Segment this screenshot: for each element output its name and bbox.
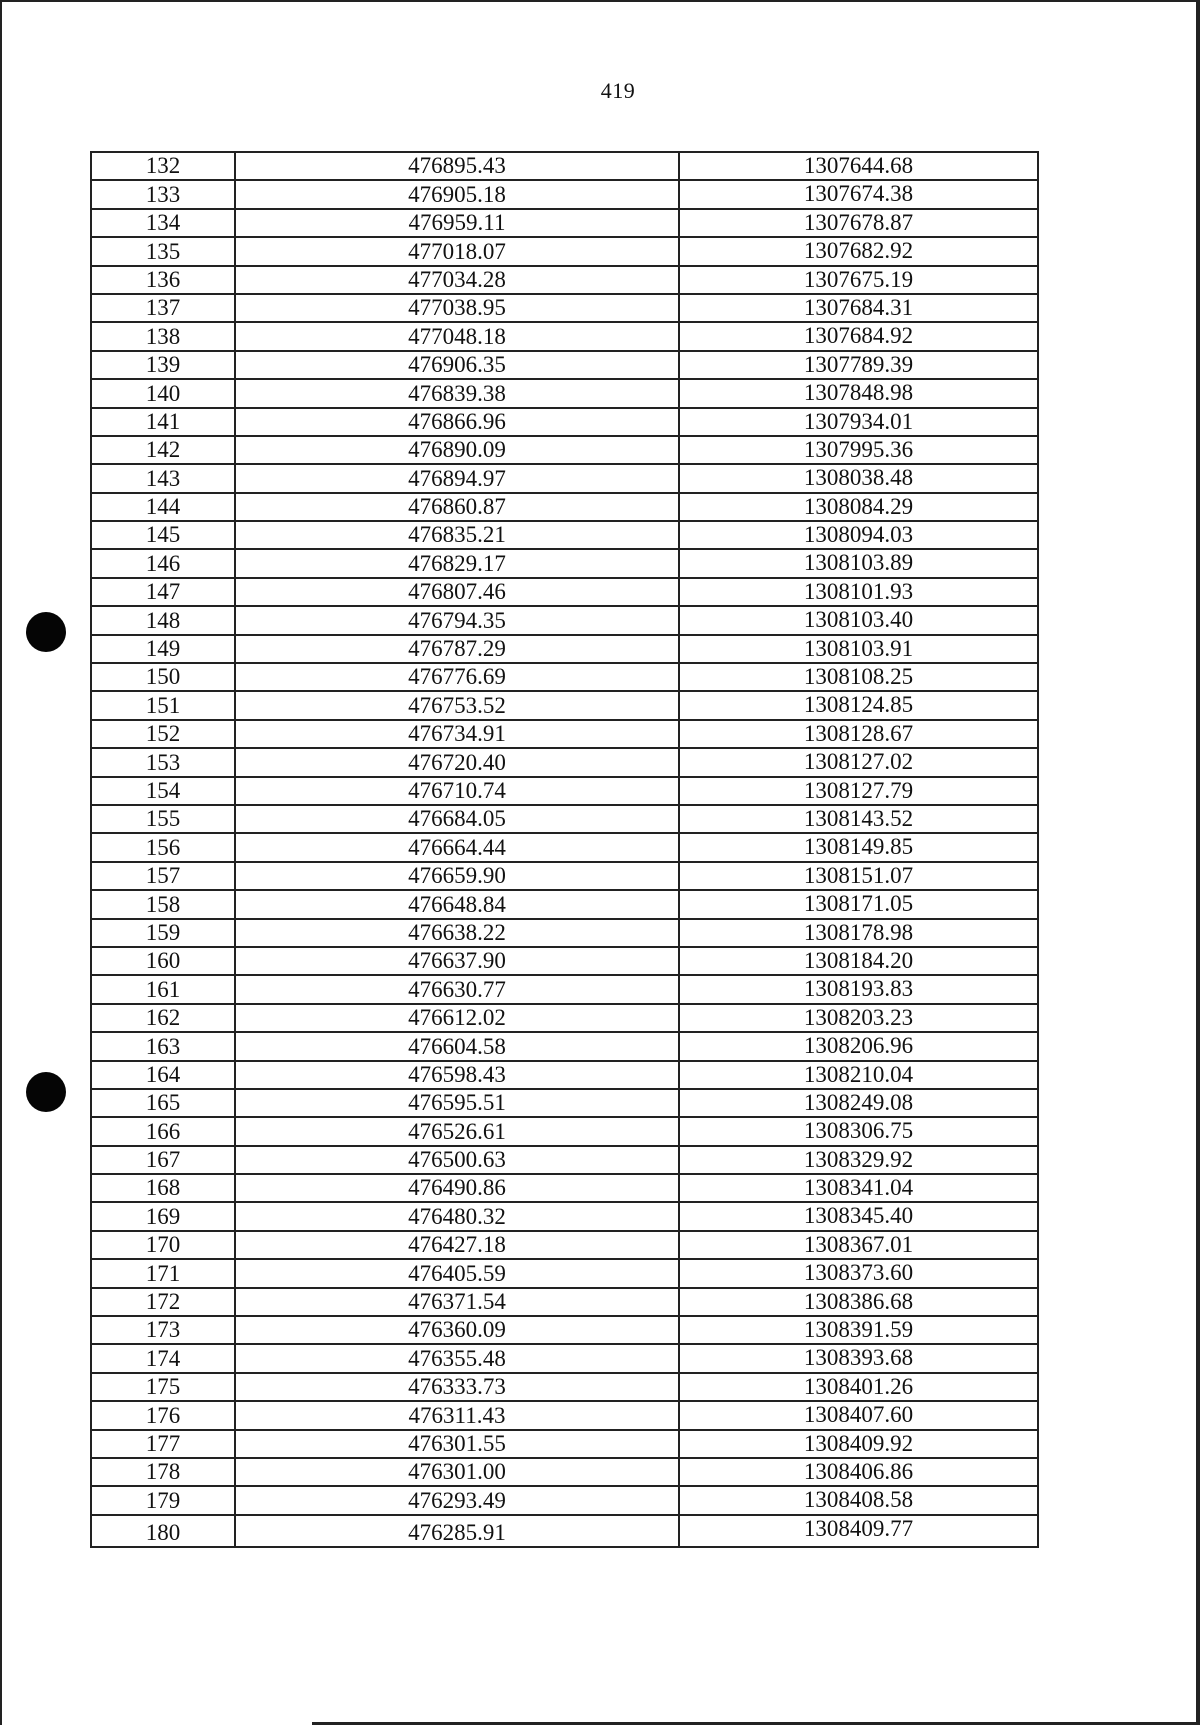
table-row <box>91 777 1038 805</box>
x-coordinate-cell: 476807.46 <box>235 578 679 606</box>
y-coordinate-cell: 1307674.38 <box>679 180 1038 208</box>
y-coordinate-cell: 1308203.23 <box>679 1004 1038 1032</box>
x-coordinate-cell: 476829.17 <box>235 549 679 577</box>
point-id-cell: 149 <box>91 635 235 663</box>
point-id-cell: 178 <box>91 1458 235 1486</box>
point-id-cell: 151 <box>91 691 235 719</box>
y-coordinate-cell: 1308178.98 <box>679 919 1038 947</box>
x-coordinate-cell: 477048.18 <box>235 322 679 350</box>
x-coordinate-cell: 476839.38 <box>235 379 679 407</box>
table-row <box>91 1089 1038 1117</box>
x-coordinate-cell: 476659.90 <box>235 862 679 890</box>
point-id-cell: 142 <box>91 436 235 464</box>
x-coordinate-cell: 476734.91 <box>235 720 679 748</box>
point-id-cell: 160 <box>91 947 235 975</box>
point-id-cell: 150 <box>91 663 235 691</box>
point-id-cell: 144 <box>91 493 235 521</box>
point-id-cell: 143 <box>91 464 235 492</box>
x-coordinate-cell: 476500.63 <box>235 1146 679 1174</box>
y-coordinate-cell: 1308373.60 <box>679 1259 1038 1287</box>
table-row <box>91 152 1038 180</box>
table-row <box>91 408 1038 436</box>
x-coordinate-cell: 476959.11 <box>235 209 679 237</box>
table-row <box>91 1004 1038 1032</box>
table-row <box>91 180 1038 208</box>
x-coordinate-cell: 476710.74 <box>235 777 679 805</box>
x-coordinate-cell: 476648.84 <box>235 890 679 918</box>
x-coordinate-cell: 476890.09 <box>235 436 679 464</box>
point-id-cell: 152 <box>91 720 235 748</box>
point-id-cell: 148 <box>91 606 235 634</box>
point-id-cell: 132 <box>91 152 235 180</box>
table-row <box>91 1259 1038 1287</box>
y-coordinate-cell: 1308124.85 <box>679 691 1038 719</box>
y-coordinate-cell: 1308391.59 <box>679 1316 1038 1344</box>
point-id-cell: 159 <box>91 919 235 947</box>
point-id-cell: 180 <box>91 1515 235 1547</box>
y-coordinate-cell: 1308409.92 <box>679 1430 1038 1458</box>
y-coordinate-cell: 1308210.04 <box>679 1061 1038 1089</box>
point-id-cell: 175 <box>91 1373 235 1401</box>
point-id-cell: 170 <box>91 1231 235 1259</box>
x-coordinate-cell: 476490.86 <box>235 1174 679 1202</box>
y-coordinate-cell: 1308038.48 <box>679 464 1038 492</box>
x-coordinate-cell: 477034.28 <box>235 266 679 294</box>
y-coordinate-cell: 1308386.68 <box>679 1288 1038 1316</box>
y-coordinate-cell: 1308184.20 <box>679 947 1038 975</box>
table-row <box>91 1430 1038 1458</box>
table-row <box>91 294 1038 322</box>
y-coordinate-cell: 1308306.75 <box>679 1117 1038 1145</box>
punch-hole-mark <box>26 1072 66 1112</box>
table-row <box>91 578 1038 606</box>
table-row <box>91 862 1038 890</box>
page-number: 419 <box>600 78 636 103</box>
x-coordinate-cell: 476371.54 <box>235 1288 679 1316</box>
table-row <box>91 975 1038 1003</box>
y-coordinate-cell: 1308367.01 <box>679 1231 1038 1259</box>
table-row <box>91 549 1038 577</box>
table-row <box>91 351 1038 379</box>
y-coordinate-cell: 1308094.03 <box>679 521 1038 549</box>
y-coordinate-cell: 1308143.52 <box>679 805 1038 833</box>
y-coordinate-cell: 1308409.77 <box>679 1515 1038 1547</box>
table-row <box>91 947 1038 975</box>
point-id-cell: 138 <box>91 322 235 350</box>
x-coordinate-cell: 476427.18 <box>235 1231 679 1259</box>
y-coordinate-cell: 1308101.93 <box>679 578 1038 606</box>
point-id-cell: 163 <box>91 1032 235 1060</box>
point-id-cell: 166 <box>91 1117 235 1145</box>
y-coordinate-cell: 1307789.39 <box>679 351 1038 379</box>
y-coordinate-cell: 1307644.68 <box>679 152 1038 180</box>
point-id-cell: 134 <box>91 209 235 237</box>
point-id-cell: 162 <box>91 1004 235 1032</box>
point-id-cell: 137 <box>91 294 235 322</box>
table-row <box>91 1401 1038 1429</box>
y-coordinate-cell: 1308103.89 <box>679 549 1038 577</box>
point-id-cell: 136 <box>91 266 235 294</box>
table-row <box>91 1288 1038 1316</box>
y-coordinate-cell: 1308171.05 <box>679 890 1038 918</box>
point-id-cell: 135 <box>91 237 235 265</box>
y-coordinate-cell: 1307684.31 <box>679 294 1038 322</box>
table-row <box>91 663 1038 691</box>
x-coordinate-cell: 476794.35 <box>235 606 679 634</box>
table-row <box>91 748 1038 776</box>
table-row <box>91 1515 1038 1547</box>
point-id-cell: 153 <box>91 748 235 776</box>
table-row <box>91 919 1038 947</box>
x-coordinate-cell: 476598.43 <box>235 1061 679 1089</box>
table-row <box>91 379 1038 407</box>
table-row <box>91 1486 1038 1514</box>
punch-hole-mark <box>26 612 66 652</box>
point-id-cell: 172 <box>91 1288 235 1316</box>
point-id-cell: 177 <box>91 1430 235 1458</box>
x-coordinate-cell: 476906.35 <box>235 351 679 379</box>
table-row <box>91 1316 1038 1344</box>
point-id-cell: 139 <box>91 351 235 379</box>
y-coordinate-cell: 1308329.92 <box>679 1146 1038 1174</box>
point-id-cell: 167 <box>91 1146 235 1174</box>
table-row <box>91 322 1038 350</box>
y-coordinate-cell: 1307934.01 <box>679 408 1038 436</box>
table-row <box>91 436 1038 464</box>
x-coordinate-cell: 476835.21 <box>235 521 679 549</box>
y-coordinate-cell: 1308401.26 <box>679 1373 1038 1401</box>
x-coordinate-cell: 476360.09 <box>235 1316 679 1344</box>
y-coordinate-cell: 1308393.68 <box>679 1344 1038 1372</box>
point-id-cell: 140 <box>91 379 235 407</box>
y-coordinate-cell: 1308345.40 <box>679 1202 1038 1230</box>
y-coordinate-cell: 1307682.92 <box>679 237 1038 265</box>
table-row <box>91 1458 1038 1486</box>
table-row <box>91 237 1038 265</box>
point-id-cell: 158 <box>91 890 235 918</box>
table-row <box>91 1231 1038 1259</box>
table-row <box>91 833 1038 861</box>
y-coordinate-cell: 1308151.07 <box>679 862 1038 890</box>
x-coordinate-cell: 476612.02 <box>235 1004 679 1032</box>
x-coordinate-cell: 476664.44 <box>235 833 679 861</box>
x-coordinate-cell: 476285.91 <box>235 1515 679 1547</box>
table-row <box>91 720 1038 748</box>
y-coordinate-cell: 1308249.08 <box>679 1089 1038 1117</box>
coordinate-table <box>90 151 1039 1548</box>
y-coordinate-cell: 1307995.36 <box>679 436 1038 464</box>
x-coordinate-cell: 476311.43 <box>235 1401 679 1429</box>
y-coordinate-cell: 1308341.04 <box>679 1174 1038 1202</box>
point-id-cell: 146 <box>91 549 235 577</box>
point-id-cell: 145 <box>91 521 235 549</box>
table-row <box>91 464 1038 492</box>
point-id-cell: 161 <box>91 975 235 1003</box>
table-row <box>91 1117 1038 1145</box>
x-coordinate-cell: 476301.00 <box>235 1458 679 1486</box>
x-coordinate-cell: 476895.43 <box>235 152 679 180</box>
y-coordinate-cell: 1308103.91 <box>679 635 1038 663</box>
y-coordinate-cell: 1307684.92 <box>679 322 1038 350</box>
y-coordinate-cell: 1308108.25 <box>679 663 1038 691</box>
point-id-cell: 179 <box>91 1486 235 1514</box>
x-coordinate-cell: 476333.73 <box>235 1373 679 1401</box>
table-row <box>91 1061 1038 1089</box>
x-coordinate-cell: 476637.90 <box>235 947 679 975</box>
point-id-cell: 156 <box>91 833 235 861</box>
y-coordinate-cell: 1308408.58 <box>679 1486 1038 1514</box>
x-coordinate-cell: 476787.29 <box>235 635 679 663</box>
x-coordinate-cell: 477018.07 <box>235 237 679 265</box>
point-id-cell: 154 <box>91 777 235 805</box>
table-row <box>91 1202 1038 1230</box>
table-row <box>91 1146 1038 1174</box>
y-coordinate-cell: 1308406.86 <box>679 1458 1038 1486</box>
x-coordinate-cell: 476776.69 <box>235 663 679 691</box>
coordinate-table-body <box>91 152 1038 1547</box>
x-coordinate-cell: 476860.87 <box>235 493 679 521</box>
point-id-cell: 155 <box>91 805 235 833</box>
x-coordinate-cell: 476355.48 <box>235 1344 679 1372</box>
point-id-cell: 173 <box>91 1316 235 1344</box>
table-row <box>91 691 1038 719</box>
point-id-cell: 174 <box>91 1344 235 1372</box>
table-row <box>91 1344 1038 1372</box>
table-row <box>91 521 1038 549</box>
point-id-cell: 157 <box>91 862 235 890</box>
x-coordinate-cell: 476301.55 <box>235 1430 679 1458</box>
y-coordinate-cell: 1307848.98 <box>679 379 1038 407</box>
x-coordinate-cell: 476405.59 <box>235 1259 679 1287</box>
x-coordinate-cell: 476753.52 <box>235 691 679 719</box>
x-coordinate-cell: 476630.77 <box>235 975 679 1003</box>
y-coordinate-cell: 1308127.79 <box>679 777 1038 805</box>
y-coordinate-cell: 1308127.02 <box>679 748 1038 776</box>
x-coordinate-cell: 476293.49 <box>235 1486 679 1514</box>
point-id-cell: 169 <box>91 1202 235 1230</box>
y-coordinate-cell: 1308149.85 <box>679 833 1038 861</box>
point-id-cell: 164 <box>91 1061 235 1089</box>
table-row <box>91 1032 1038 1060</box>
table-row <box>91 805 1038 833</box>
point-id-cell: 168 <box>91 1174 235 1202</box>
point-id-cell: 141 <box>91 408 235 436</box>
table-row <box>91 493 1038 521</box>
y-coordinate-cell: 1308084.29 <box>679 493 1038 521</box>
x-coordinate-cell: 476894.97 <box>235 464 679 492</box>
table-row <box>91 606 1038 634</box>
table-row <box>91 1373 1038 1401</box>
point-id-cell: 133 <box>91 180 235 208</box>
table-row <box>91 209 1038 237</box>
table-row <box>91 635 1038 663</box>
y-coordinate-cell: 1308103.40 <box>679 606 1038 634</box>
x-coordinate-cell: 476684.05 <box>235 805 679 833</box>
x-coordinate-cell: 476480.32 <box>235 1202 679 1230</box>
table-row <box>91 890 1038 918</box>
y-coordinate-cell: 1308128.67 <box>679 720 1038 748</box>
x-coordinate-cell: 476905.18 <box>235 180 679 208</box>
point-id-cell: 176 <box>91 1401 235 1429</box>
point-id-cell: 147 <box>91 578 235 606</box>
x-coordinate-cell: 476604.58 <box>235 1032 679 1060</box>
x-coordinate-cell: 476595.51 <box>235 1089 679 1117</box>
x-coordinate-cell: 476638.22 <box>235 919 679 947</box>
table-row <box>91 1174 1038 1202</box>
y-coordinate-cell: 1308206.96 <box>679 1032 1038 1060</box>
y-coordinate-cell: 1308193.83 <box>679 975 1038 1003</box>
point-id-cell: 165 <box>91 1089 235 1117</box>
point-id-cell: 171 <box>91 1259 235 1287</box>
x-coordinate-cell: 476526.61 <box>235 1117 679 1145</box>
x-coordinate-cell: 476720.40 <box>235 748 679 776</box>
table-row <box>91 266 1038 294</box>
y-coordinate-cell: 1307678.87 <box>679 209 1038 237</box>
y-coordinate-cell: 1308407.60 <box>679 1401 1038 1429</box>
y-coordinate-cell: 1307675.19 <box>679 266 1038 294</box>
x-coordinate-cell: 477038.95 <box>235 294 679 322</box>
x-coordinate-cell: 476866.96 <box>235 408 679 436</box>
